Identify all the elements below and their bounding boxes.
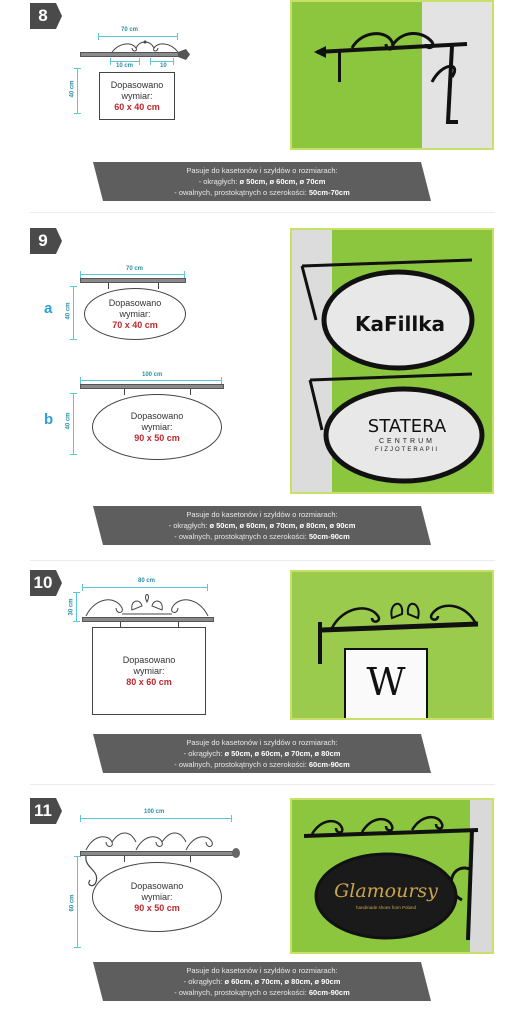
product-photo: [290, 0, 494, 150]
sign-oval: [92, 394, 222, 460]
width-label: 70 cm: [121, 27, 139, 33]
sign-dimensions: 90 x 50 cm: [134, 902, 180, 913]
sign-dimensions: 70 x 40 cm: [112, 319, 158, 330]
height-dimension: [77, 68, 78, 114]
sign-line-2: wymiar:: [133, 665, 165, 676]
arrow-tip-icon: [178, 49, 190, 60]
photo-sign-text: W: [366, 660, 406, 704]
width-label: 100 cm: [142, 372, 163, 378]
banner-title: Pasuje do kasetonów i szyldów o rozmiarach:: [186, 738, 338, 747]
bracket-bar: [80, 278, 186, 283]
sign-rectangle: [99, 72, 175, 120]
width-label: 70 cm: [126, 266, 144, 272]
width-dimension: [98, 36, 178, 37]
banner-round-sizes: - okrągłych: ø 50cm, ø 60cm, ø 70cm, ø 80cm: [183, 749, 341, 758]
banner-round-sizes: - okrągłych: ø 50cm, ø 60cm, ø 70cm, ø 80cm, ø 90cm: [168, 521, 356, 530]
photo-sign-text: CENTRUM: [379, 438, 435, 445]
sign-line-1: Dopasowano: [130, 410, 184, 421]
width-dimension: [80, 274, 185, 275]
section-divider: [30, 784, 495, 785]
section-divider: [30, 560, 495, 561]
width-dimension: [80, 380, 222, 381]
section-divider: [30, 212, 495, 213]
section-number: 10: [30, 570, 56, 596]
height-dimension: [76, 592, 77, 622]
banner-round-sizes: - okrągłych: ø 60cm, ø 70cm, ø 80cm, ø 90cm: [183, 977, 341, 986]
bracket-bar: [80, 52, 180, 57]
sign-dimensions: 80 x 60 cm: [126, 676, 172, 687]
photo-sign-text: FIZJOTERAPII: [374, 447, 439, 453]
inner-label-left: 10 cm: [116, 63, 134, 69]
bracket-bar: [82, 617, 214, 622]
height-dimension: [77, 856, 78, 948]
sign-line-1: Dopasowano: [108, 297, 162, 308]
banner-oval-sizes: - owalnych, prostokątnych o szerokości: 60cm-90cm: [174, 988, 350, 997]
banner-title: Pasuje do kasetonów i szyldów o rozmiarach:: [186, 510, 338, 519]
photo-sign-text: KaFillka: [354, 312, 446, 336]
height-label: 40 cm: [69, 80, 76, 98]
banner-oval-sizes: - owalnych, prostokątnych o szerokości: 50cm-70cm: [174, 188, 350, 197]
section-10: [0, 570, 525, 780]
compatibility-banner: [103, 162, 421, 201]
section-8: [0, 0, 525, 200]
height-label: 40 cm: [65, 302, 72, 320]
hanging-chain: [124, 856, 125, 862]
variant-letter-b: b: [44, 411, 54, 428]
hanging-chain: [108, 283, 109, 289]
sign-line-1: Dopasowano: [110, 79, 164, 90]
height-dimension: [73, 393, 74, 455]
product-photo: [290, 228, 494, 494]
scroll-ornament: [80, 820, 235, 852]
section-number: 8: [30, 3, 56, 29]
section-number: 11: [30, 798, 56, 824]
variant-letter-a: a: [44, 300, 53, 317]
banner-round-sizes: - okrągłych: ø 50cm, ø 60cm, ø 70cm: [198, 177, 326, 186]
sign-rectangle: [92, 627, 206, 715]
width-label: 80 cm: [138, 578, 156, 584]
banner-title: Pasuje do kasetonów i szyldów o rozmiarach:: [186, 166, 338, 175]
sign-dimensions: 90 x 50 cm: [134, 432, 180, 443]
hanging-chain: [190, 856, 191, 862]
height-label: 30 cm: [68, 598, 75, 616]
height-label: 60 cm: [69, 894, 76, 912]
compatibility-banner: [103, 962, 421, 1001]
bracket-illustration: [292, 2, 492, 148]
leaf-ornament: [82, 588, 212, 618]
height-label: 40 cm: [65, 412, 72, 430]
compatibility-banner: [103, 506, 421, 545]
bracket-bar: [80, 384, 224, 389]
product-photo: [290, 570, 494, 720]
width-label: 100 cm: [144, 809, 165, 815]
hanging-chain: [158, 283, 159, 289]
product-photo: [290, 798, 494, 954]
hanging-chain: [124, 389, 125, 395]
inner-dimension-right: [150, 61, 174, 62]
compatibility-banner: [103, 734, 421, 773]
sign-line-1: Dopasowano: [122, 654, 176, 665]
banner-title: Pasuje do kasetonów i szyldów o rozmiarach:: [186, 966, 338, 975]
section-11: [0, 798, 525, 1024]
sign-line-1: Dopasowano: [130, 880, 184, 891]
sign-oval: [92, 862, 222, 932]
section-number: 9: [30, 228, 56, 254]
inner-label-right: 10: [160, 63, 167, 69]
height-dimension: [73, 286, 74, 340]
inner-dimension-left: [110, 61, 140, 62]
hanging-chain: [190, 389, 191, 395]
sign-oval: [84, 288, 186, 340]
width-dimension: [80, 818, 232, 819]
bar-end-cap: [232, 848, 240, 858]
banner-oval-sizes: - owalnych, prostokątnych o szerokości: 60cm-90cm: [174, 760, 350, 769]
sign-line-2: wymiar:: [119, 308, 151, 319]
sign-line-2: wymiar:: [141, 891, 173, 902]
banner-oval-sizes: - owalnych, prostokątnych o szerokości: 50cm-90cm: [174, 532, 350, 541]
sign-line-2: wymiar:: [121, 90, 153, 101]
sign-line-2: wymiar:: [141, 421, 173, 432]
photo-sign-subtext: handmade shoes from Poland: [355, 905, 417, 910]
photo-sign-text: Glamoursy: [334, 880, 438, 902]
section-9: [0, 228, 525, 558]
bracket-illustration: [292, 800, 492, 952]
sign-dimensions: 60 x 40 cm: [114, 101, 160, 112]
photo-sign-text: STATERA: [367, 416, 447, 437]
